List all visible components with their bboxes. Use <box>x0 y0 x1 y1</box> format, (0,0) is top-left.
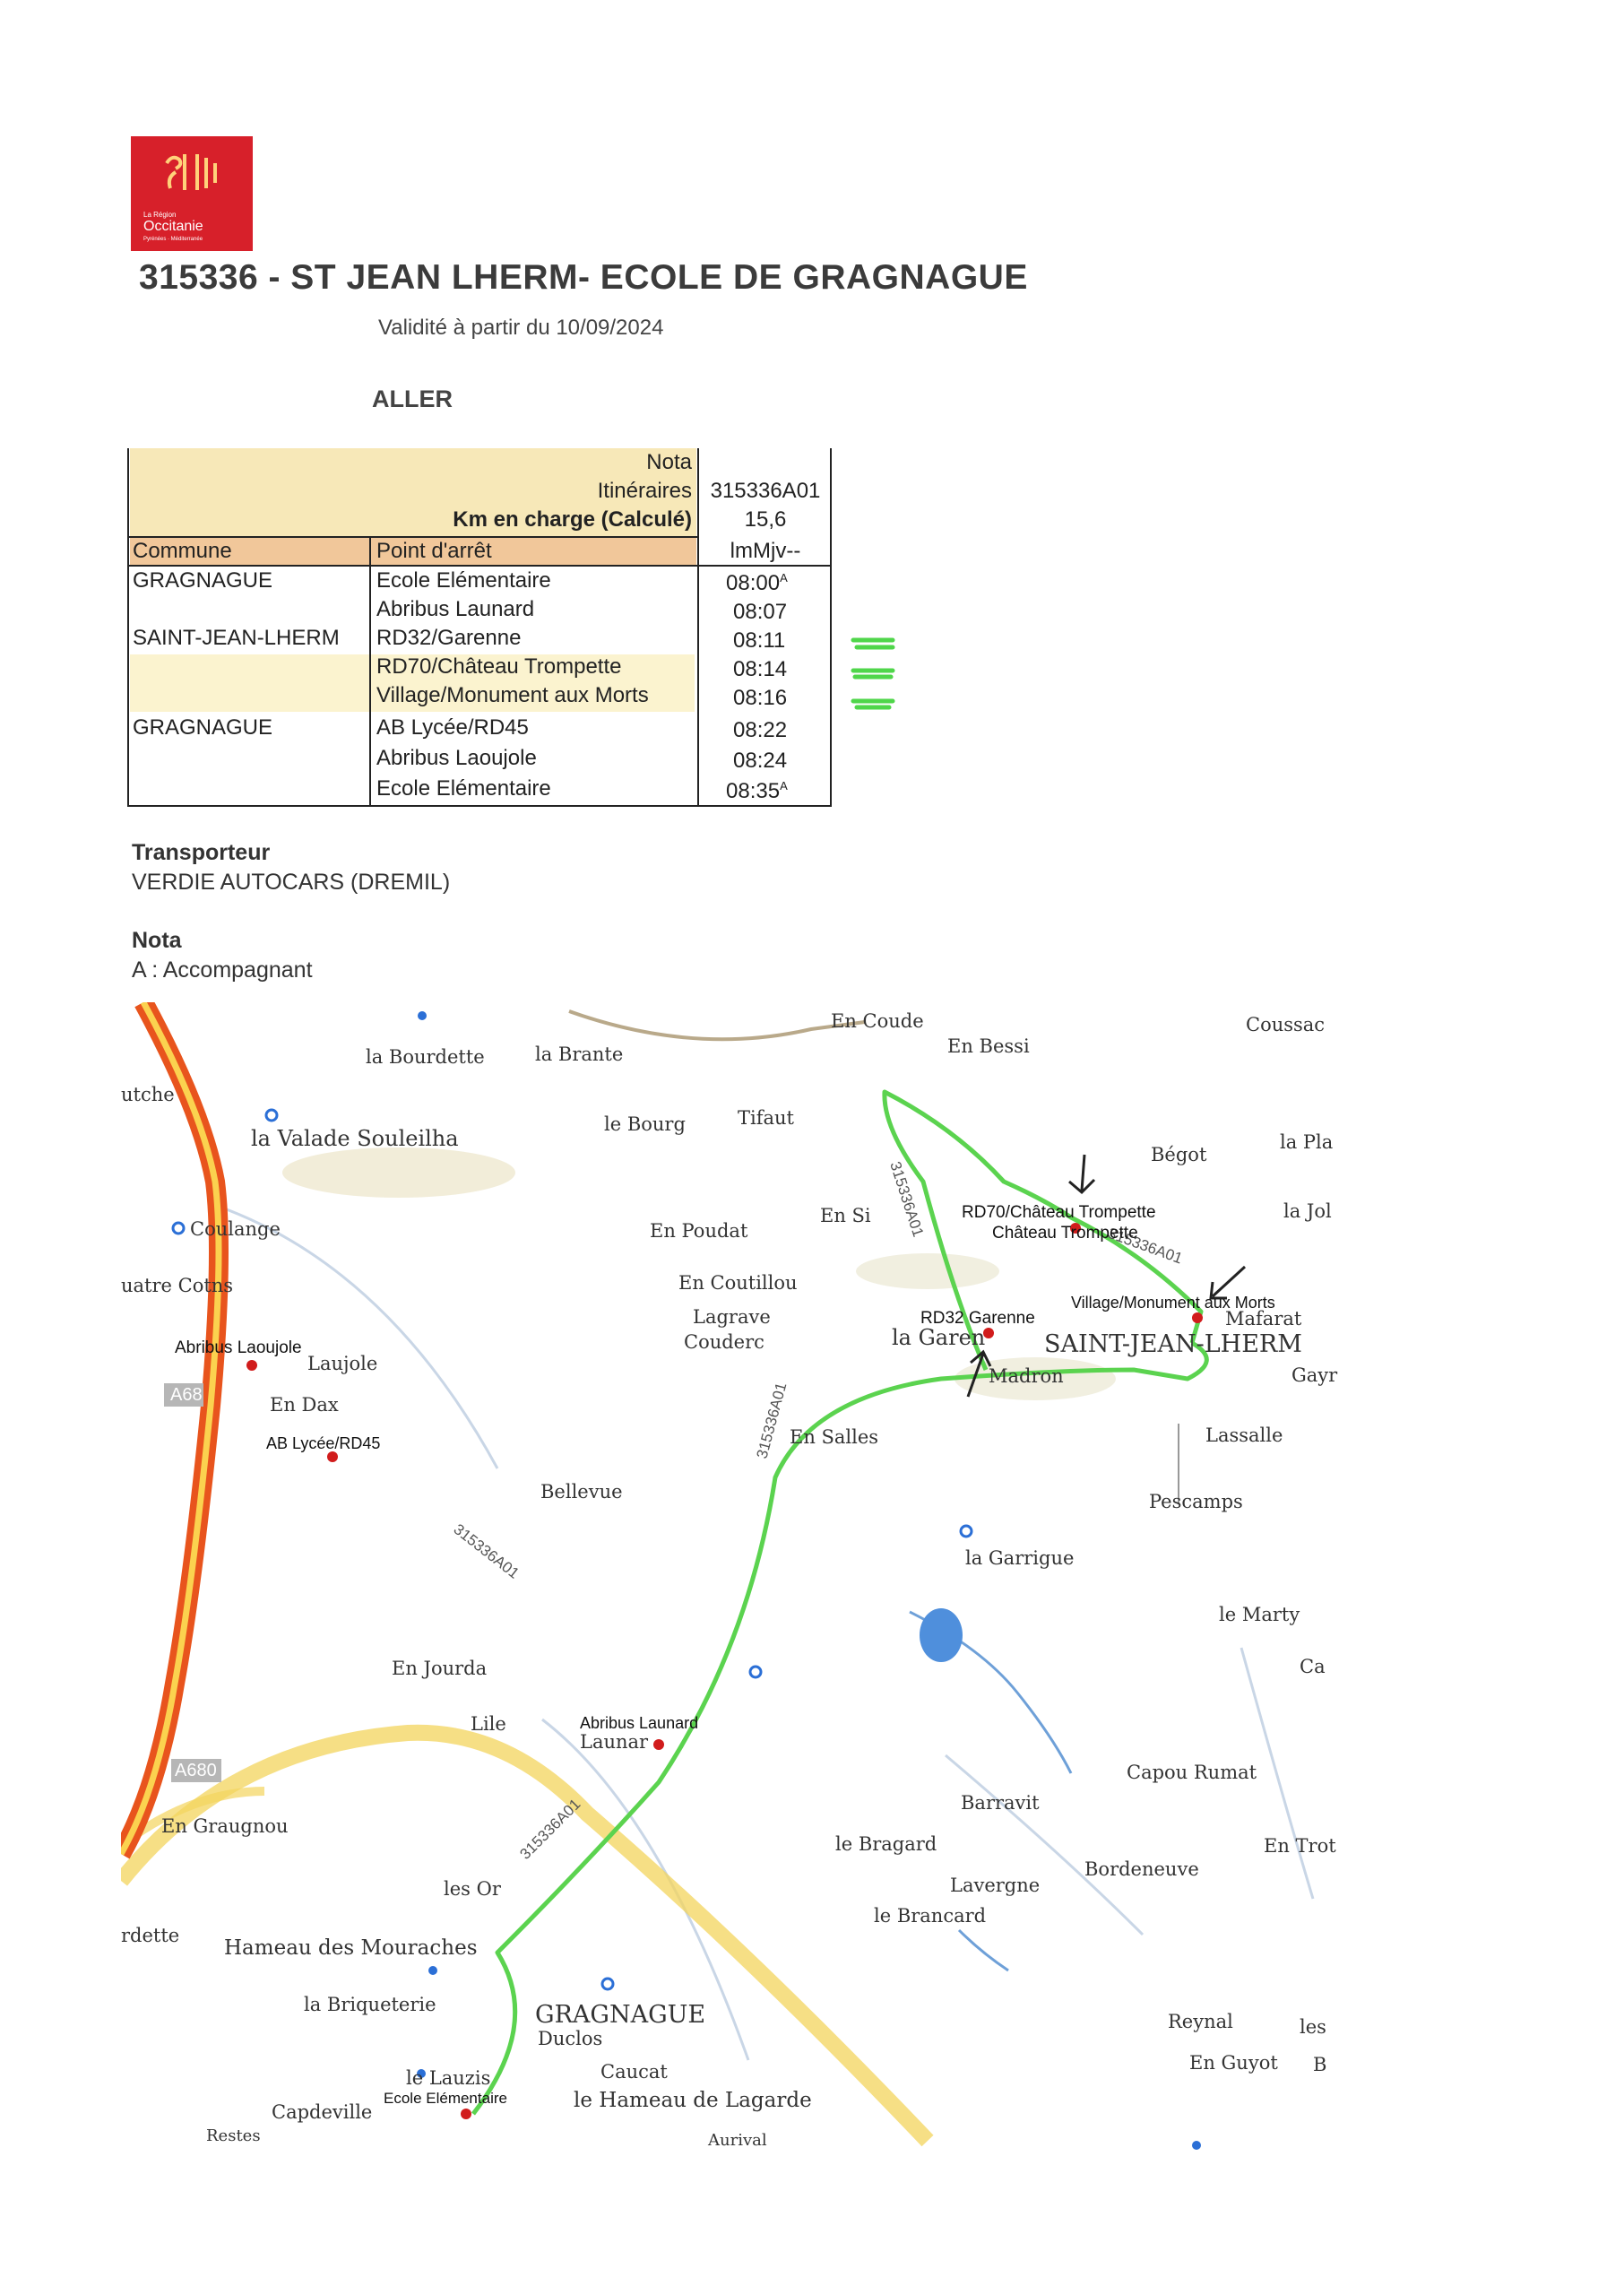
place-label: la Valade Souleilha <box>251 1126 459 1151</box>
logo-line3: Pyrénées · Méditerranée <box>143 237 203 242</box>
place-label: GRAGNAGUE <box>535 2001 706 2029</box>
place-label: Ca <box>1300 1656 1326 1677</box>
stop-marker-launard <box>653 1739 664 1750</box>
place-label: le Lauzis <box>406 2067 491 2089</box>
time-note: A <box>780 779 788 792</box>
place-label: la Jol <box>1283 1200 1332 1222</box>
place-label: uatre Cotns <box>121 1275 234 1296</box>
place-label: le Hameau de Lagarde <box>574 2089 812 2112</box>
place-label: la Briqueterie <box>304 1994 436 2015</box>
map-canvas <box>121 1002 1340 2159</box>
time-value: 08:35 <box>726 779 781 803</box>
stop-label-rd32: RD32 Garenne <box>920 1309 1035 1328</box>
motorway-a68-label: A68 <box>170 1385 203 1405</box>
stop-cell: Ecole Elémentaire <box>376 568 551 593</box>
place-label: En Coutillou <box>678 1272 798 1294</box>
stop-marker-monument <box>1192 1312 1203 1323</box>
table-border <box>127 805 832 807</box>
place-label: Duclos <box>538 2028 603 2049</box>
place-label: En Salles <box>790 1426 879 1448</box>
logo-line2: Occitanie <box>143 219 203 234</box>
map-point <box>1192 2141 1201 2150</box>
place-label: Capdeville <box>272 2101 373 2123</box>
time-cell: 08:11 <box>733 628 786 653</box>
header-label-km: Km en charge (Calculé) <box>453 507 692 532</box>
stop-label-lycee: AB Lycée/RD45 <box>266 1434 381 1452</box>
place-label: Bégot <box>1151 1144 1207 1165</box>
place-label: Lavergne <box>950 1875 1041 1896</box>
place-label: B <box>1313 2054 1327 2075</box>
place-label: Lagrave <box>693 1306 771 1328</box>
header-value-km: 15,6 <box>744 507 787 532</box>
place-label: Barravit <box>961 1792 1040 1814</box>
header-label-itineraires: Itinéraires <box>597 479 692 503</box>
terrain-patch <box>282 1148 515 1198</box>
stop-label-monument: Village/Monument aux Morts <box>1071 1294 1275 1312</box>
stop-marker-lycee <box>327 1451 338 1462</box>
table-border <box>127 565 832 567</box>
place-label: utche <box>121 1084 175 1105</box>
place-label: En Graugnou <box>161 1815 289 1837</box>
map-point <box>428 1966 437 1975</box>
place-label: Capou Rumat <box>1127 1762 1257 1783</box>
table-border <box>127 448 129 807</box>
commune-cell: SAINT-JEAN-LHERM <box>133 626 340 650</box>
header-label-nota: Nota <box>646 450 692 474</box>
route-label: 315336A01 <box>516 1795 584 1863</box>
place-label: le Bourg <box>604 1113 686 1135</box>
transporteur-heading: Transporteur <box>132 840 271 865</box>
column-header-point: Point d'arrêt <box>376 539 492 563</box>
place-label: les <box>1300 2016 1326 2038</box>
place-label: En Jourda <box>392 1658 488 1679</box>
place-label: Coulange <box>190 1218 281 1240</box>
place-label: Coussac <box>1246 1014 1326 1035</box>
validity-date: Validité à partir du 10/09/2024 <box>378 316 664 340</box>
place-label: Restes <box>206 2126 261 2145</box>
place-label: la Pla <box>1280 1131 1334 1153</box>
stop-marker-ecole <box>461 2109 471 2119</box>
time-value: 08:00 <box>726 571 781 595</box>
stop-marker-laoujole <box>246 1360 257 1371</box>
commune-cell: GRAGNAGUE <box>133 715 273 740</box>
time-cell <box>726 571 788 596</box>
time-cell <box>726 779 788 804</box>
bus-stop-marker <box>266 1110 277 1121</box>
bus-stop-marker <box>961 1526 972 1537</box>
stop-cell: Abribus Launard <box>376 597 535 621</box>
place-label: la Bourdette <box>366 1046 485 1068</box>
place-label: SAINT-JEAN-LHERM <box>1044 1330 1302 1358</box>
stop-label-chateau: RD70/Château Trompette <box>962 1203 1156 1222</box>
route-label: 315336A01 <box>753 1381 790 1461</box>
place-label: Bordeneuve <box>1084 1858 1199 1880</box>
place-label: le Bragard <box>835 1833 937 1855</box>
time-cell: 08:24 <box>733 749 788 773</box>
place-label: Tifaut <box>738 1107 794 1129</box>
logo-line1: La Région <box>143 211 177 219</box>
stop-label-ecole: Ecole Elémentaire <box>384 2090 507 2107</box>
stop-cell: AB Lycée/RD45 <box>376 715 529 740</box>
table-border <box>697 448 699 807</box>
time-cell: 08:14 <box>733 657 788 681</box>
place-label: En Coude <box>831 1010 924 1032</box>
place-label: En Trot <box>1264 1835 1336 1857</box>
terrain-patch <box>856 1253 999 1289</box>
bus-stop-marker <box>602 1979 613 1989</box>
map-point <box>418 1011 427 1020</box>
commune-cell: GRAGNAGUE <box>133 568 273 593</box>
bus-stop-marker <box>750 1667 761 1677</box>
place-label: le Marty <box>1219 1604 1300 1625</box>
place-label: la Garrigue <box>965 1547 1075 1569</box>
place-label: le Brancard <box>874 1905 987 1927</box>
time-cell: 08:16 <box>733 686 788 710</box>
stop-cell: Abribus Laoujole <box>376 746 537 770</box>
place-label: En Dax <box>270 1394 339 1416</box>
place-label: Gayr <box>1291 1364 1338 1386</box>
time-cell: 08:22 <box>733 718 788 742</box>
direction-label: ALLER <box>372 385 453 412</box>
place-label: En Guyot <box>1189 2052 1278 2074</box>
transporteur-name: VERDIE AUTOCARS (DREMIL) <box>132 870 451 895</box>
place-label: rdette <box>121 1925 180 1946</box>
page-title: 315336 - ST JEAN LHERM- ECOLE DE GRAGNAGUE <box>139 258 1028 297</box>
minor-road <box>569 1011 865 1039</box>
route-label: 315336A01 <box>450 1520 523 1582</box>
place-label: Lile <box>471 1713 506 1735</box>
place-label: Laujole <box>307 1353 378 1374</box>
time-note: A <box>780 571 788 585</box>
annotation-arrow <box>1069 1155 1094 1192</box>
region-occitanie-logo <box>131 136 253 251</box>
header-value-itineraire: 315336A01 <box>710 479 821 503</box>
place-label: Pescamps <box>1149 1491 1243 1512</box>
time-cell: 08:07 <box>733 600 788 624</box>
place-label: les Or <box>444 1878 501 1900</box>
bus-stop-marker <box>173 1223 184 1234</box>
place-label: En Si <box>820 1205 871 1226</box>
place-label: Reynal <box>1168 2011 1233 2032</box>
nota-heading: Nota <box>132 928 182 953</box>
route-label: 315336A01 <box>1105 1224 1185 1268</box>
motorway-a680-label: A680 <box>175 1761 217 1780</box>
place-label: Aurival <box>708 2131 767 2150</box>
nota-text: A : Accompagnant <box>132 957 313 983</box>
place-label: Mafarat <box>1225 1308 1302 1329</box>
place-label: la Garen <box>892 1325 986 1350</box>
place-label: Lassalle <box>1205 1425 1283 1446</box>
route-map <box>121 1002 1340 2159</box>
river <box>959 1930 1008 1970</box>
place-label: Madron <box>989 1365 1064 1387</box>
place-label: En Bessi <box>947 1035 1030 1057</box>
table-border <box>369 538 371 807</box>
place-label: Caucat <box>600 2061 668 2083</box>
stop-label-chateau-2: Château Trompette <box>992 1224 1138 1243</box>
stop-cell: RD70/Château Trompette <box>376 654 622 679</box>
stop-label-laoujole: Abribus Laoujole <box>175 1338 302 1357</box>
route-label: 315336A01 <box>886 1159 928 1239</box>
place-label: Hameau des Mouraches <box>224 1936 478 1960</box>
column-header-commune: Commune <box>133 539 232 563</box>
place-label: En Poudat <box>650 1220 748 1242</box>
occitan-cross-icon <box>158 145 226 208</box>
stop-label-launard: Abribus Launard <box>580 1714 699 1732</box>
stop-cell: Village/Monument aux Morts <box>376 683 649 707</box>
green-highlighter-marks <box>817 628 916 717</box>
column-header-days: lmMjv-- <box>730 539 801 563</box>
place-label: la Brante <box>535 1044 624 1065</box>
place-label: Bellevue <box>540 1481 623 1503</box>
lake <box>920 1608 963 1662</box>
place-label: Launar <box>580 1731 649 1753</box>
stop-cell: Ecole Elémentaire <box>376 776 551 801</box>
stop-cell: RD32/Garenne <box>376 626 522 650</box>
table-border <box>127 536 697 538</box>
place-label: Couderc <box>684 1331 764 1353</box>
timetable <box>127 448 832 809</box>
